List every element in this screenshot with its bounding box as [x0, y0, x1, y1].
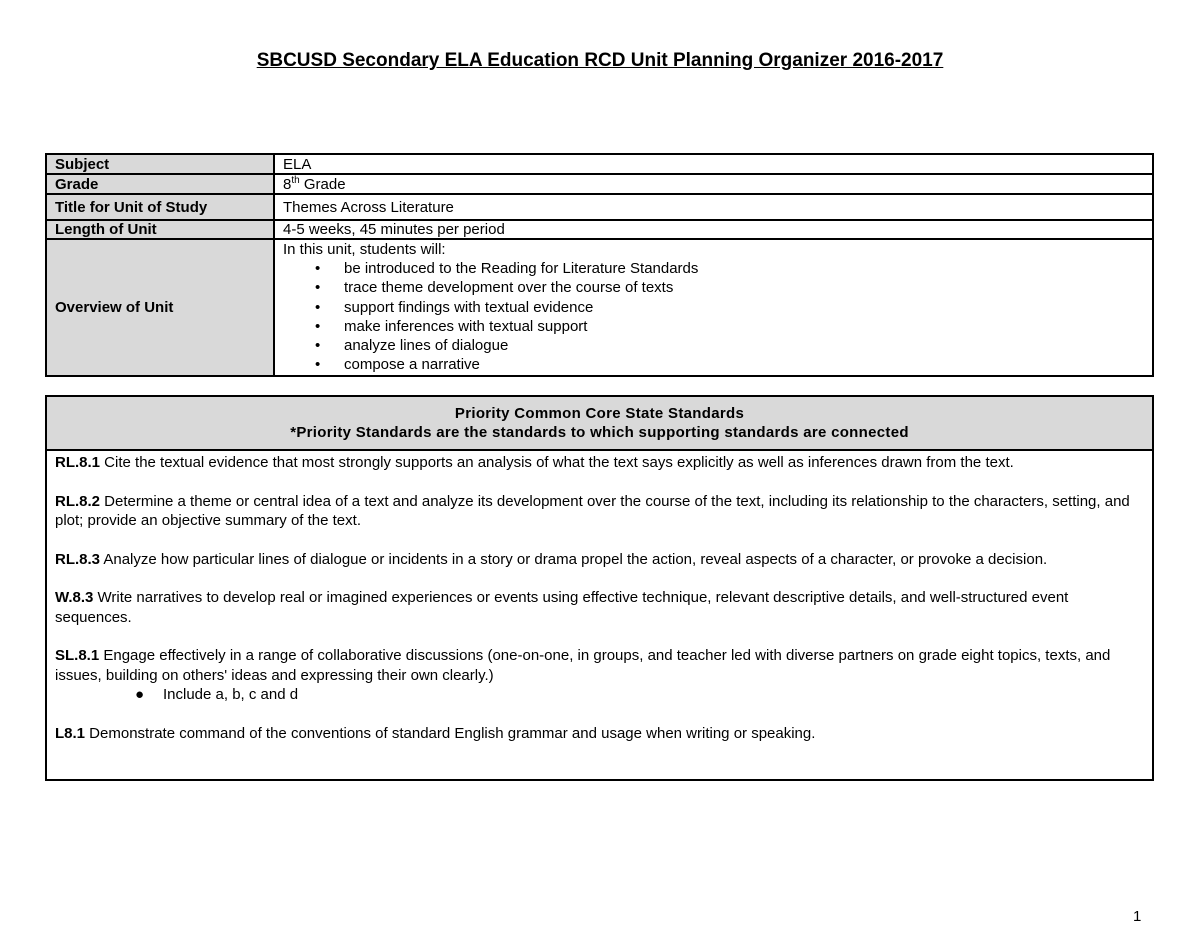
standard-text: Cite the textual evidence that most strongly supports an analysis of what the text says explicitly as well as inferences drawn from the text. [100, 454, 1014, 471]
overview-item-text: make inferences with textual support [344, 317, 588, 335]
grade-label: Grade [46, 174, 274, 194]
overview-item-text: be introduced to the Reading for Literature Standards [344, 260, 699, 277]
bullet-icon: • [315, 337, 321, 355]
standard-sub-item [135, 685, 1144, 705]
standard-code: SL.8.1 [55, 647, 100, 664]
standard-text: Analyze how particular lines of dialogue or incidents in a story or drama propel the action, reveal aspects of a character, or provoke a decision. [100, 550, 1048, 568]
overview-item [315, 298, 1144, 317]
standard-text: Demonstrate command of the conventions of standard English grammar and usage when writing or speaking. [85, 724, 816, 742]
overview-item [315, 259, 1144, 278]
standard-item [55, 588, 1144, 627]
page-title: SBCUSD Secondary ELA Education RCD Unit Planning Organizer 2016-2017 [256, 50, 944, 71]
bullet-icon: • [315, 298, 321, 316]
unit-title-label: Title for Unit of Study [46, 194, 274, 220]
standard-text: Write narratives to develop real or imagined experiences or events using effective technique, relevant descriptive details, and well-structured event sequences. [55, 589, 1069, 626]
standard-item [55, 646, 1144, 705]
unit-title-value: Themes Across Literature [274, 194, 1153, 220]
overview-label: Overview of Unit [46, 239, 274, 376]
standard-code: L8.1 [55, 724, 86, 742]
page-number: 1 [1133, 908, 1142, 925]
standard-text: Determine a theme or central idea of a text and analyze its development over the course of the text, including its relationship to the characters, setting, and plot; provide an objective summary of the text. [55, 492, 1130, 529]
overview-item [315, 336, 1144, 355]
grade-row [46, 174, 1153, 194]
standard-item [55, 453, 1144, 473]
overview-item [315, 355, 1144, 374]
unit-title-row [46, 194, 1153, 220]
subject-label: Subject [46, 154, 274, 174]
overview-list [283, 259, 1144, 375]
overview-item-text: trace theme development over the course of texts [344, 279, 674, 297]
standard-code: RL.8.1 [55, 454, 101, 471]
bullet-icon: • [315, 279, 321, 297]
standard-code: RL.8.2 [55, 492, 101, 510]
standard-sub-item-text: Include a, b, c and d [163, 686, 299, 703]
overview-item-text: support findings with textual evidence [344, 298, 594, 316]
standard-item [55, 492, 1144, 531]
standard-text: Engage effectively in a range of collaborative discussions (one-on-one, in groups, and teacher led with diverse partners on grade eight topics, texts, and issues, building on others' ideas and expressing their own clearly.) [55, 647, 1111, 684]
standards-body-row [46, 450, 1153, 780]
overview-item-text: compose a narrative [344, 356, 480, 374]
length-row [46, 220, 1153, 239]
overview-row [46, 239, 1153, 376]
standards-heading-title: Priority Common Core State Standards [454, 405, 745, 422]
grade-number: 8 [283, 175, 292, 193]
bullet-icon: • [315, 356, 321, 374]
standards-header-row [46, 396, 1153, 450]
unit-info-table [45, 153, 1154, 377]
standard-code: RL.8.3 [55, 550, 101, 568]
standard-sub-list [55, 685, 1144, 705]
subject-value: ELA [274, 154, 1153, 174]
length-label: Length of Unit [46, 220, 274, 239]
bullet-icon: ● [135, 686, 145, 703]
bullet-icon: • [315, 317, 321, 335]
standard-item [55, 724, 1144, 744]
bullet-icon: • [315, 260, 321, 277]
grade-value [274, 174, 1153, 194]
grade-word: Grade [299, 175, 346, 193]
standard-code: W.8.3 [55, 589, 94, 606]
overview-item [315, 317, 1144, 336]
overview-value [274, 239, 1153, 376]
standard-item [55, 550, 1144, 570]
grade-ordinal-suffix: th [291, 174, 300, 186]
overview-intro: In this unit, students will: [283, 241, 446, 258]
standards-heading [46, 396, 1153, 450]
standards-body [46, 450, 1153, 780]
standards-heading-note: *Priority Standards are the standards to which supporting standards are connected [290, 424, 909, 441]
length-value: 4-5 weeks, 45 minutes per period [274, 220, 1153, 239]
priority-standards-table [45, 395, 1154, 781]
overview-item-text: analyze lines of dialogue [344, 337, 509, 355]
overview-item [315, 278, 1144, 297]
subject-row [46, 154, 1153, 174]
